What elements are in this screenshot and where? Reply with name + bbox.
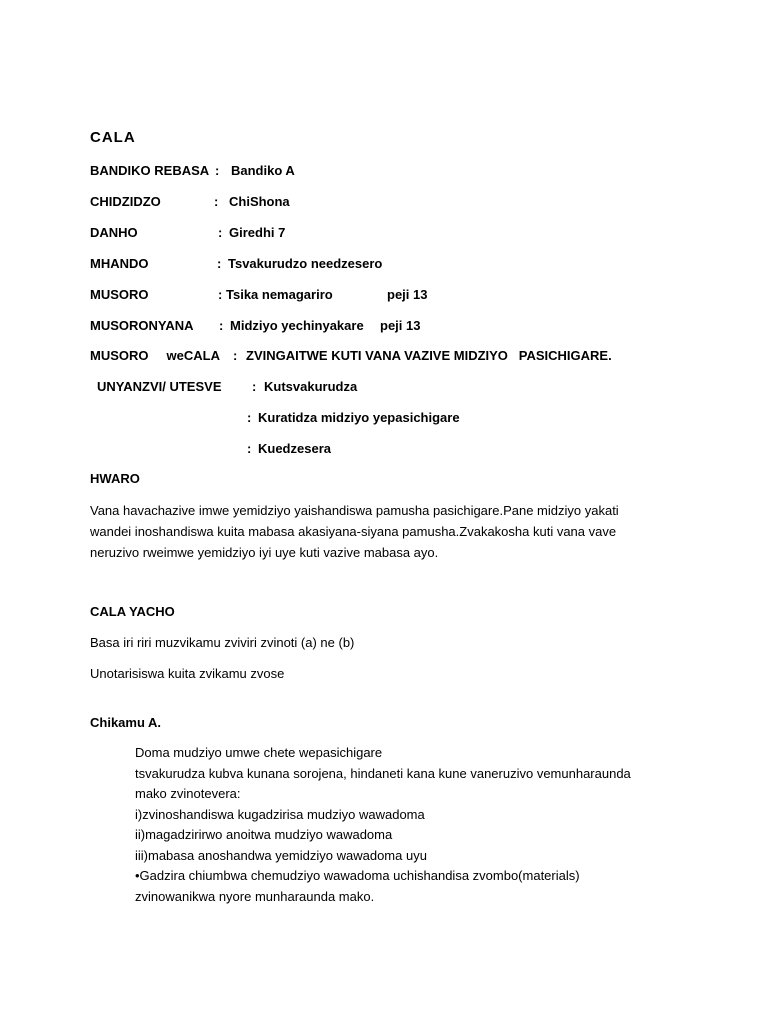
hwaro-line: wandei inoshandiswa kuita mabasa akasiyana-siyana pamusha.Zvakakosha kuti vana vave xyxy=(90,524,617,539)
instruction-line: Doma mudziyo umwe chete wepasichigare xyxy=(135,745,383,760)
instruction-line: mako zvinotevera: xyxy=(135,786,241,801)
field-page-ref: peji 13 xyxy=(387,287,428,302)
field-page-ref: peji 13 xyxy=(380,318,421,333)
field-separator: : xyxy=(233,348,238,363)
skills-item: Kuratidza midziyo yepasichigare xyxy=(258,410,460,425)
field-separator: : xyxy=(218,287,223,302)
field-value-musoro: Tsika nemagariro xyxy=(226,287,333,302)
instruction-line: •Gadzira chiumbwa chemudziyo wawadoma uchishandisa zvombo(materials) xyxy=(135,868,580,883)
skills-label: UNYANZVI/ UTESVE xyxy=(97,379,222,394)
field-label-musoro: MUSORO xyxy=(90,287,149,302)
skills-item: Kuedzesera xyxy=(258,441,331,456)
hwaro-line: Vana havachazive imwe yemidziyo yaishandiswa pamusha pasichigare.Pane midziyo yakati xyxy=(90,503,619,518)
field-value-musoro-wecala: ZVINGAITWE KUTI VANA VAZIVE MIDZIYO PASICHIGARE. xyxy=(246,348,612,363)
field-value-mhando: Tsvakurudzo needzesero xyxy=(228,256,383,271)
instruction-line: iii)mabasa anoshandwa yemidziyo wawadoma uyu xyxy=(135,847,427,863)
field-value-danho: Giredhi 7 xyxy=(229,225,286,240)
skills-item: Kutsvakurudza xyxy=(264,379,358,394)
document-title: CALA xyxy=(90,129,136,146)
field-label-mhando: MHANDO xyxy=(90,256,149,271)
cala-yacho-line: Basa iri riri muzvikamu zviviri zvinoti (a) ne (b) xyxy=(90,635,355,650)
skills-separator: : xyxy=(247,441,252,456)
field-value-musoronyana: Midziyo yechinyakare xyxy=(230,318,364,333)
field-separator: : xyxy=(217,256,222,271)
instruction-line: i)zvinoshandiswa kugadzirisa mudziyo wawadoma xyxy=(135,806,425,822)
field-label-musoro-wecala: MUSORO weCALA xyxy=(90,348,221,363)
cala-yacho-line: Unotarisiswa kuita zvikamu zvose xyxy=(90,666,285,681)
field-separator: : xyxy=(218,225,223,240)
hwaro-line: neruzivo rweimwe yemidziyo iyi uye kuti vazive mabasa ayo. xyxy=(90,545,439,560)
instruction-line: zvinowanikwa nyore munharaunda mako. xyxy=(135,888,375,904)
field-value-bandiko: Bandiko A xyxy=(231,163,295,178)
field-value-chidzidzo: ChiShona xyxy=(229,194,290,209)
field-label-danho: DANHO xyxy=(90,225,138,240)
field-label-bandiko: BANDIKO REBASA xyxy=(90,163,210,178)
field-label-musoronyana: MUSORONYANA xyxy=(90,318,194,333)
chikamu-a-heading: Chikamu A. xyxy=(90,715,162,730)
skills-separator: : xyxy=(252,379,257,394)
cala-yacho-heading: CALA YACHO xyxy=(90,604,175,619)
instruction-line: ii)magadzirirwo anoitwa mudziyo wawadoma xyxy=(135,827,393,842)
field-label-chidzidzo: CHIDZIDZO xyxy=(90,194,161,209)
chikamu-a-instructions xyxy=(135,743,695,907)
field-separator: : xyxy=(214,194,219,209)
hwaro-heading: HWARO xyxy=(90,471,140,486)
instruction-line: tsvakurudza kubva kunana sorojena, hindaneti kana kune vaneruzivo vemunharaunda xyxy=(135,765,631,781)
field-separator: : xyxy=(219,318,224,333)
skills-separator: : xyxy=(247,410,252,425)
hwaro-paragraph xyxy=(90,500,690,563)
field-separator: : xyxy=(215,163,220,178)
